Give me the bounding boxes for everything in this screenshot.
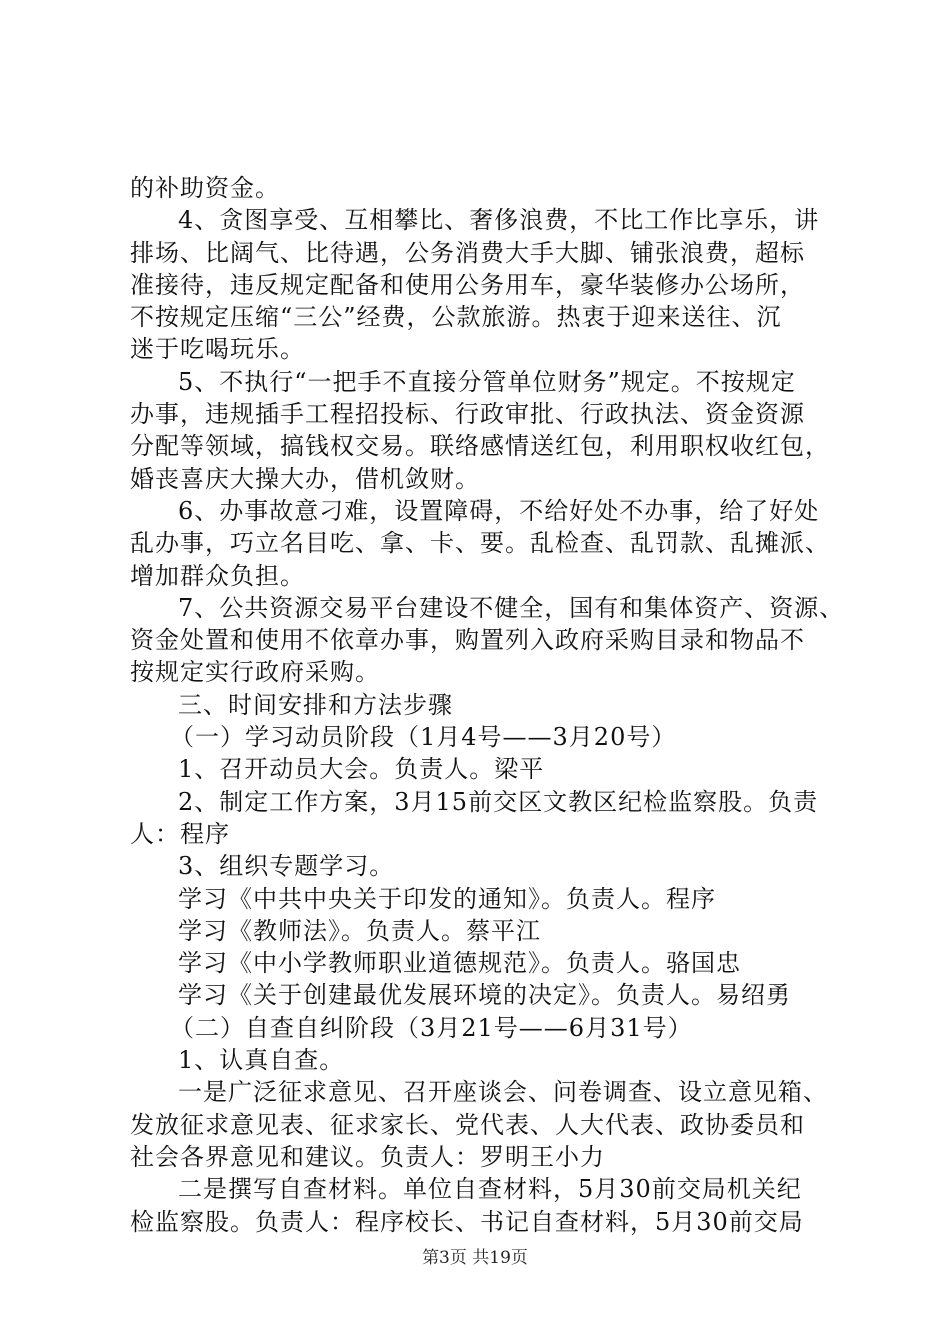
document-body (130, 172, 845, 1238)
text-line: 2、制定工作方案，3月15前交区文教区纪检监察股。负责 (178, 787, 819, 816)
text-line: 乱办事，巧立名目吃、拿、卡、要。乱检查、乱罚款、乱摊派、 (130, 529, 830, 558)
text-line: 婚丧喜庆大操大办，借机敛财。 (130, 464, 480, 493)
text-line: 学习《中共中央关于印发的通知》。负责人。程序 (178, 884, 716, 913)
text-line: 二是撰写自查材料。单位自查材料，5月30前交局机关纪 (178, 1175, 802, 1204)
text-line: 迷于吃喝玩乐。 (130, 335, 305, 364)
text-line: 5、不执行“一把手不直接分管单位财务”规定。不按规定 (178, 367, 796, 396)
text-line: 检监察股。负责人：程序校长、书记自查材料，5月30前交局 (130, 1207, 804, 1236)
text-line: 增加群众负担。 (130, 561, 305, 590)
text-line: 7、公共资源交易平台建设不健全，国有和集体资产、资源、 (178, 593, 845, 622)
subsection-heading: （一）学习动员阶段（1月4号——3月20号） (170, 723, 677, 752)
text-line: 3、组织专题学习。 (178, 852, 395, 881)
text-line: 准接待，违反规定配备和使用公务用车，豪华装修办公场所， (130, 270, 805, 299)
text-line: 的补助资金。 (130, 174, 280, 202)
text-line: 发放征求意见表、征求家长、党代表、人大代表、政协委员和 (130, 1110, 805, 1139)
subsection-heading: （二）自查自纠阶段（3月21号——6月31号） (170, 1013, 693, 1042)
text-line: 一是广泛征求意见、召开座谈会、问卷调查、设立意见箱、 (178, 1078, 828, 1107)
text-line: 学习《中小学教师职业道德规范》。负责人。骆国忠 (178, 949, 741, 978)
text-line: 1、召开动员大会。负责人。梁平 (178, 755, 545, 784)
text-line: 学习《教师法》。负责人。蔡平江 (178, 916, 541, 945)
text-line: 1、认真自查。 (178, 1046, 345, 1075)
text-line: 不按规定压缩“三公”经费，公款旅游。热衷于迎来送往、沉 (130, 303, 782, 332)
text-line: 人：程序 (130, 819, 230, 848)
text-line: 办事，违规插手工程招投标、行政审批、行政执法、资金资源 (130, 400, 805, 429)
text-line: 排场、比阔气、比待遇，公务消费大手大脚、铺张浪费，超标 (130, 238, 805, 267)
text-line: 4、贪图享受、互相攀比、奢侈浪费，不比工作比享乐，讲 (178, 206, 820, 235)
section-heading: 三、时间安排和方法步骤 (178, 690, 453, 719)
text-line: 6、办事故意刁难，设置障碍，不给好处不办事，给了好处 (178, 496, 820, 525)
text-line: 按规定实行政府采购。 (130, 658, 380, 687)
text-line: 学习《关于创建最优发展环境的决定》。负责人。易绍勇 (178, 981, 791, 1010)
text-line: 资金处置和使用不依章办事，购置列入政府采购目录和物品不 (130, 626, 805, 655)
text-line: 分配等领域，搞钱权交易。联络感情送红包，利用职权收红包， (130, 432, 830, 461)
text-line: 社会各界意见和建议。负责人：罗明王小力 (130, 1142, 605, 1171)
page-footer: 第3页 共19页 (422, 1248, 528, 1268)
